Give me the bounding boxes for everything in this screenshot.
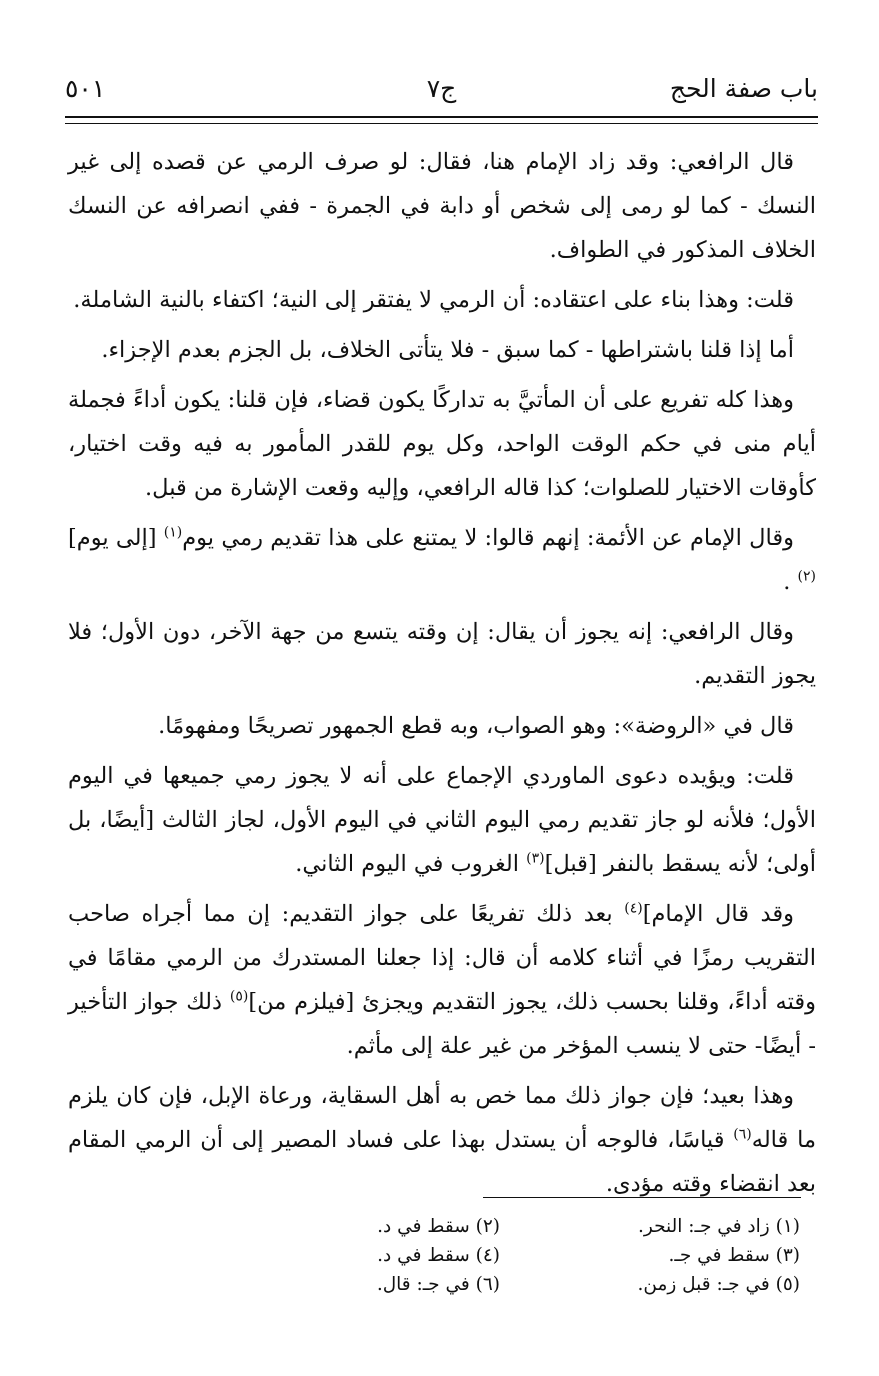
footnote-marker: (٤)	[624, 900, 643, 917]
paragraph-text: قياسًا، فالوجه أن يستدل بهذا على فساد المصير إلى أن الرمي المقام بعد انقضاء وقته مؤدى.	[68, 1127, 816, 1197]
footnote	[200, 1270, 500, 1299]
paragraph	[68, 1074, 816, 1206]
paragraph	[68, 278, 816, 322]
paragraph-text: الغروب في اليوم الثاني.	[295, 851, 527, 877]
footnote-text: في جـ: قال.	[376, 1274, 470, 1295]
footnote-text: سقط في جـ.	[668, 1245, 770, 1266]
footnote-text: زاد في جـ: النحر.	[638, 1216, 770, 1237]
paragraph-text: أما إذا قلنا باشتراطها - كما سبق - فلا يتأتى الخلاف، بل الجزم بعدم الإجزاء.	[101, 337, 794, 363]
paragraph	[68, 610, 816, 698]
footnote-number: (٢)	[475, 1216, 500, 1237]
paragraph	[68, 754, 816, 886]
footnote-marker: (٣)	[526, 850, 545, 867]
paragraph	[68, 704, 816, 748]
paragraph-text: قال الرافعي: وقد زاد الإمام هنا، فقال: لو صرف الرمي عن قصده إلى غير النسك - كما لو رمى إلى شخص أو دابة في الجمرة - ففي انصرافه عن النسك الخلاف المذكور في الطواف.	[68, 149, 816, 263]
paragraph	[68, 892, 816, 1068]
page-number: ٥٠١	[65, 74, 106, 103]
running-header	[65, 72, 818, 116]
footnote-marker: (١)	[163, 524, 183, 541]
paragraph-text: وقد قال الإمام]	[642, 901, 794, 927]
paragraph-text: .	[783, 569, 798, 595]
paragraph-text: وقال الرافعي: إنه يجوز أن يقال: إن وقته يتسع من جهة الآخر، دون الأول؛ فلا يجوز التقديم.	[68, 619, 816, 689]
footnote-text: سقط في د.	[377, 1216, 470, 1237]
footnote	[200, 1212, 500, 1241]
footnote-number: (٤)	[475, 1245, 500, 1266]
footnote-text: في جـ: قبل زمن.	[637, 1274, 770, 1295]
paragraph-text: [إلى يوم]	[68, 525, 164, 551]
main-text	[68, 140, 816, 1212]
footnote-number: (٥)	[775, 1274, 800, 1295]
paragraph-text: قلت: ويؤيده دعوى الماوردي الإجماع على أنه لا يجوز رمي جميعها في اليوم الأول؛ فلأنه لو جاز تقديم رمي اليوم الثاني في اليوم الأول، لجاز الثالث [أيضًا، بل أولى؛ لأنه يسقط بالنفر [قبل]	[68, 763, 816, 877]
footnote-row	[200, 1270, 800, 1299]
header-rule-thick	[65, 116, 818, 118]
footnote	[500, 1270, 800, 1299]
paragraph	[68, 328, 816, 372]
footnotes	[200, 1212, 800, 1299]
footnote-marker: (٢)	[797, 568, 816, 585]
footnote-row	[200, 1212, 800, 1241]
paragraph-text: وهذا بعيد؛ فإن جواز ذلك مما خص به أهل السقاية، ورعاة الإبل، فإن كان يلزم ما قاله	[68, 1083, 816, 1153]
footnote-marker: (٦)	[733, 1126, 752, 1143]
chapter-title: باب صفة الحج	[669, 74, 818, 103]
paragraph	[68, 140, 816, 272]
paragraph	[68, 378, 816, 510]
footnote-separator	[483, 1197, 801, 1198]
paragraph-text: قلت: وهذا بناء على اعتقاده: أن الرمي لا يفتقر إلى النية؛ اكتفاء بالنية الشاملة.	[73, 287, 794, 313]
paragraph-text: بعد ذلك تفريعًا على جواز التقديم: إن مما أجراه صاحب التقريب رمزًا في أثناء كلامه أن قال: إذا جعلنا المستدرك من الرمي مقامًا في وقته أداءً، وقلنا بحسب ذلك، يجوز التقديم ويجزئ [فيلزم من]	[68, 901, 816, 1015]
footnote	[500, 1212, 800, 1241]
paragraph	[68, 516, 816, 604]
footnote-row	[200, 1241, 800, 1270]
paragraph-text: قال في «الروضة»: وهو الصواب، وبه قطع الجمهور تصريحًا ومفهومًا.	[158, 713, 794, 739]
footnote-marker: (٥)	[229, 988, 249, 1005]
footnote-number: (٣)	[775, 1245, 800, 1266]
footnote-number: (٦)	[475, 1274, 500, 1295]
footnote	[500, 1241, 800, 1270]
volume-label: ج٧	[426, 74, 457, 103]
paragraph-text: ذلك جواز التأخير - أيضًا- حتى لا ينسب المؤخر من غير علة إلى مأثم.	[68, 989, 816, 1059]
header-rule-thin	[65, 123, 818, 124]
footnote-number: (١)	[775, 1216, 800, 1237]
paragraph-text: وهذا كله تفريع على أن المأتيَّ به تداركًا يكون قضاء، فإن قلنا: يكون أداءً فجملة أيام منى في حكم الوقت الواحد، وكل يوم للقدر المأمور به فيه وقت اختيار، كأوقات الاختيار للصلوات؛ كذا قاله الرافعي، وإليه وقعت الإشارة من قبل.	[68, 387, 816, 501]
paragraph-text: وقال الإمام عن الأئمة: إنهم قالوا: لا يمتنع على هذا تقديم رمي يوم	[182, 525, 794, 551]
footnote	[200, 1241, 500, 1270]
footnote-text: سقط في د.	[377, 1245, 470, 1266]
